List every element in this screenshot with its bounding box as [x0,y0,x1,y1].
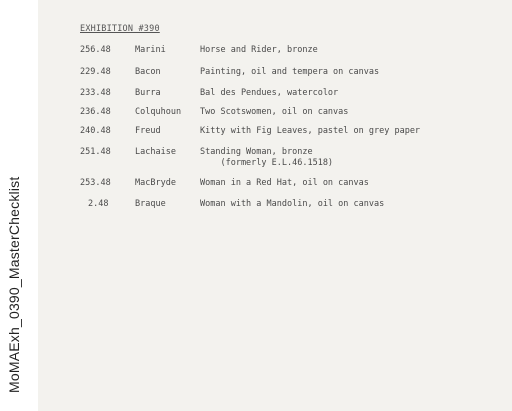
accession-number: 253.48 [80,178,111,188]
artist-name: Burra [135,88,161,98]
accession-number: 233.48 [80,88,111,98]
artist-name: Lachaise [135,147,176,157]
artwork-description: Standing Woman, bronze (formerly E.L.46.1518) [200,147,334,168]
artist-name: Bacon [135,67,161,77]
artist-name: MacBryde [135,178,176,188]
accession-number: 229.48 [80,67,111,77]
artwork-description: Kitty with Fig Leaves, pastel on grey paper [200,126,421,136]
artwork-description: Painting, oil and tempera on canvas [200,67,380,77]
artwork-description: Bal des Pendues, watercolor [200,88,339,98]
artwork-description: Woman in a Red Hat, oil on canvas [200,178,369,188]
artwork-description: Woman with a Mandolin, oil on canvas [200,199,385,209]
artist-name: Marini [135,45,166,55]
accession-number: 2.48 [88,199,109,209]
sidebar [0,0,38,411]
accession-number: 240.48 [80,126,111,136]
artwork-description: Two Scotswomen, oil on canvas [200,107,349,117]
accession-number: 236.48 [80,107,111,117]
artist-name: Braque [135,199,166,209]
accession-number: 256.48 [80,45,111,55]
accession-number: 251.48 [80,147,111,157]
artist-name: Freud [135,126,161,136]
sidebar-title: MoMAExh_0390_MasterChecklist [6,176,22,393]
artwork-description: Horse and Rider, bronze [200,45,318,55]
exhibition-heading: EXHIBITION #390 [80,24,160,34]
artist-name: Colquhoun [135,107,182,117]
